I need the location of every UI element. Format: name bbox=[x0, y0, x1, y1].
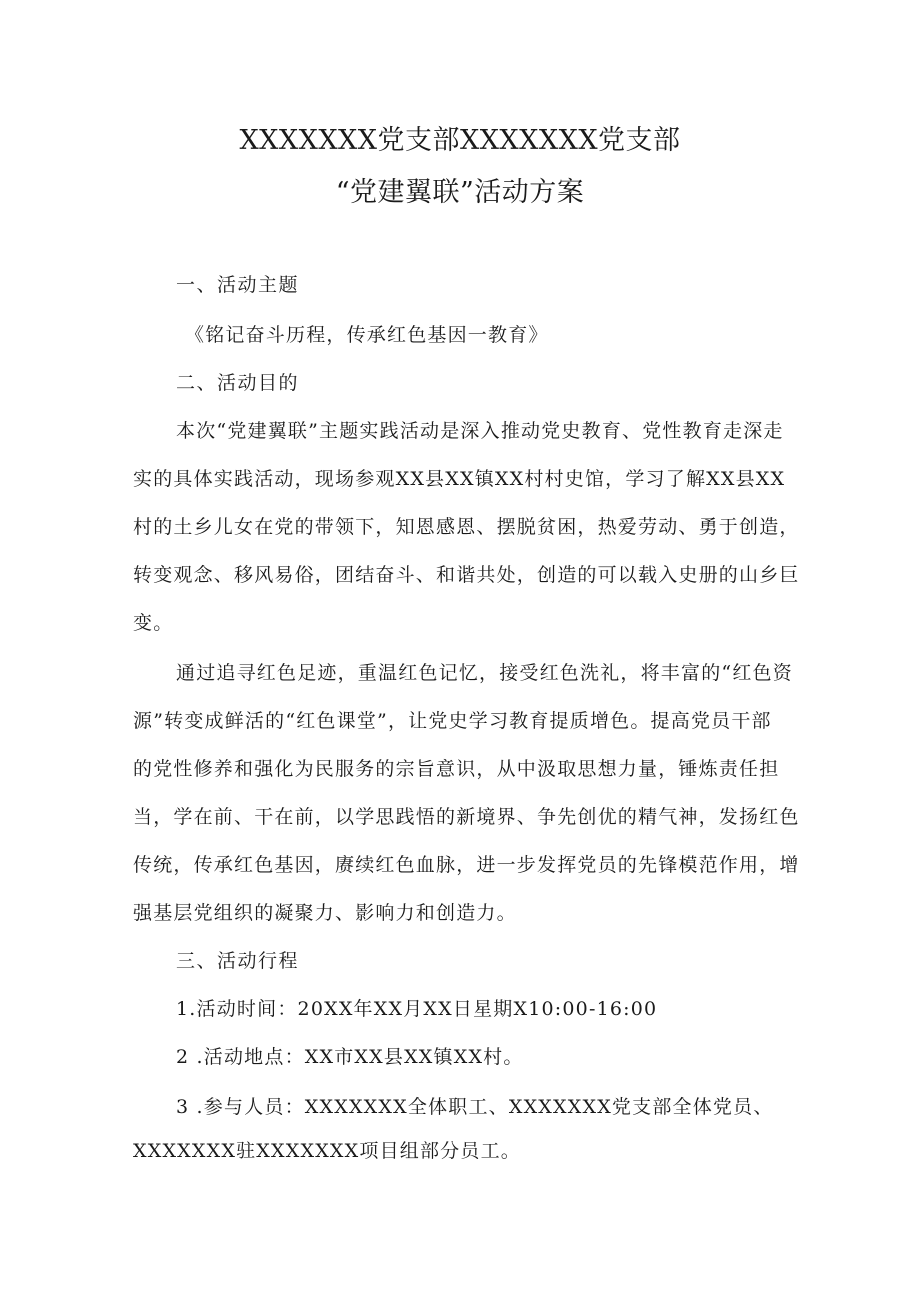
paragraph-line: 强基层党组织的凝聚力、影响力和创造力。 bbox=[133, 902, 517, 924]
list-item: 1.活动时间：20XX年XX月XX日星期X10:00-16:00 bbox=[176, 998, 658, 1020]
paragraph-line: 当，学在前、干在前，以学思践悟的新境界、争先创优的精气神，发扬红色 bbox=[133, 806, 800, 828]
list-item-continuation: XXXXXXX驻XXXXXXX项目组部分员工。 bbox=[133, 1140, 521, 1162]
paragraph-line: 通过追寻红色足迹，重温红色记忆，接受红色洗礼，将丰富的“红色资 bbox=[176, 662, 793, 684]
list-item: 2 .活动地点：XX市XX县XX镇XX村。 bbox=[176, 1046, 524, 1068]
section-1-body: 《铭记奋斗历程，传承红色基因一教育》 bbox=[185, 324, 549, 346]
paragraph-line: 源”转变成鲜活的“红色课堂”，让党史学习教育提质增色。提高党员干部 bbox=[133, 710, 772, 732]
paragraph-line: 本次“党建翼联”主题实践活动是深入推动党史教育、党性教育走深走 bbox=[176, 420, 784, 442]
paragraph-line: 转变观念、移风易俗，团结奋斗、和谐共处，创造的可以载入史册的山乡巨 bbox=[133, 564, 800, 586]
section-2-heading: 二、活动目的 bbox=[176, 372, 300, 394]
paragraph-line: 的党性修养和强化为民服务的宗旨意识，从中汲取思想力量，锤炼责任担 bbox=[133, 758, 780, 780]
section-3-heading: 三、活动行程 bbox=[176, 950, 300, 972]
list-item: 3 .参与人员：XXXXXXX全体职工、XXXXXXX党支部全体党员、 bbox=[176, 1096, 774, 1118]
paragraph-line: 传统，传承红色基因，赓续红色血脉，进一步发挥党员的先锋模范作用，增 bbox=[133, 854, 800, 876]
document-title-line-1: XXXXXXX党支部XXXXXXX党支部 bbox=[239, 125, 681, 156]
paragraph-line: 实的具体实践活动，现场参观XX县XX镇XX村村史馆，学习了解XX县XX bbox=[133, 468, 786, 490]
section-1-heading: 一、活动主题 bbox=[176, 274, 300, 296]
paragraph-line: 变。 bbox=[133, 612, 174, 634]
document-title-line-2: “党建翼联”活动方案 bbox=[335, 177, 585, 208]
paragraph-line: 村的土乡儿女在党的带领下，知恩感恩、摆脱贫困，热爱劳动、勇于创造， bbox=[133, 516, 800, 538]
